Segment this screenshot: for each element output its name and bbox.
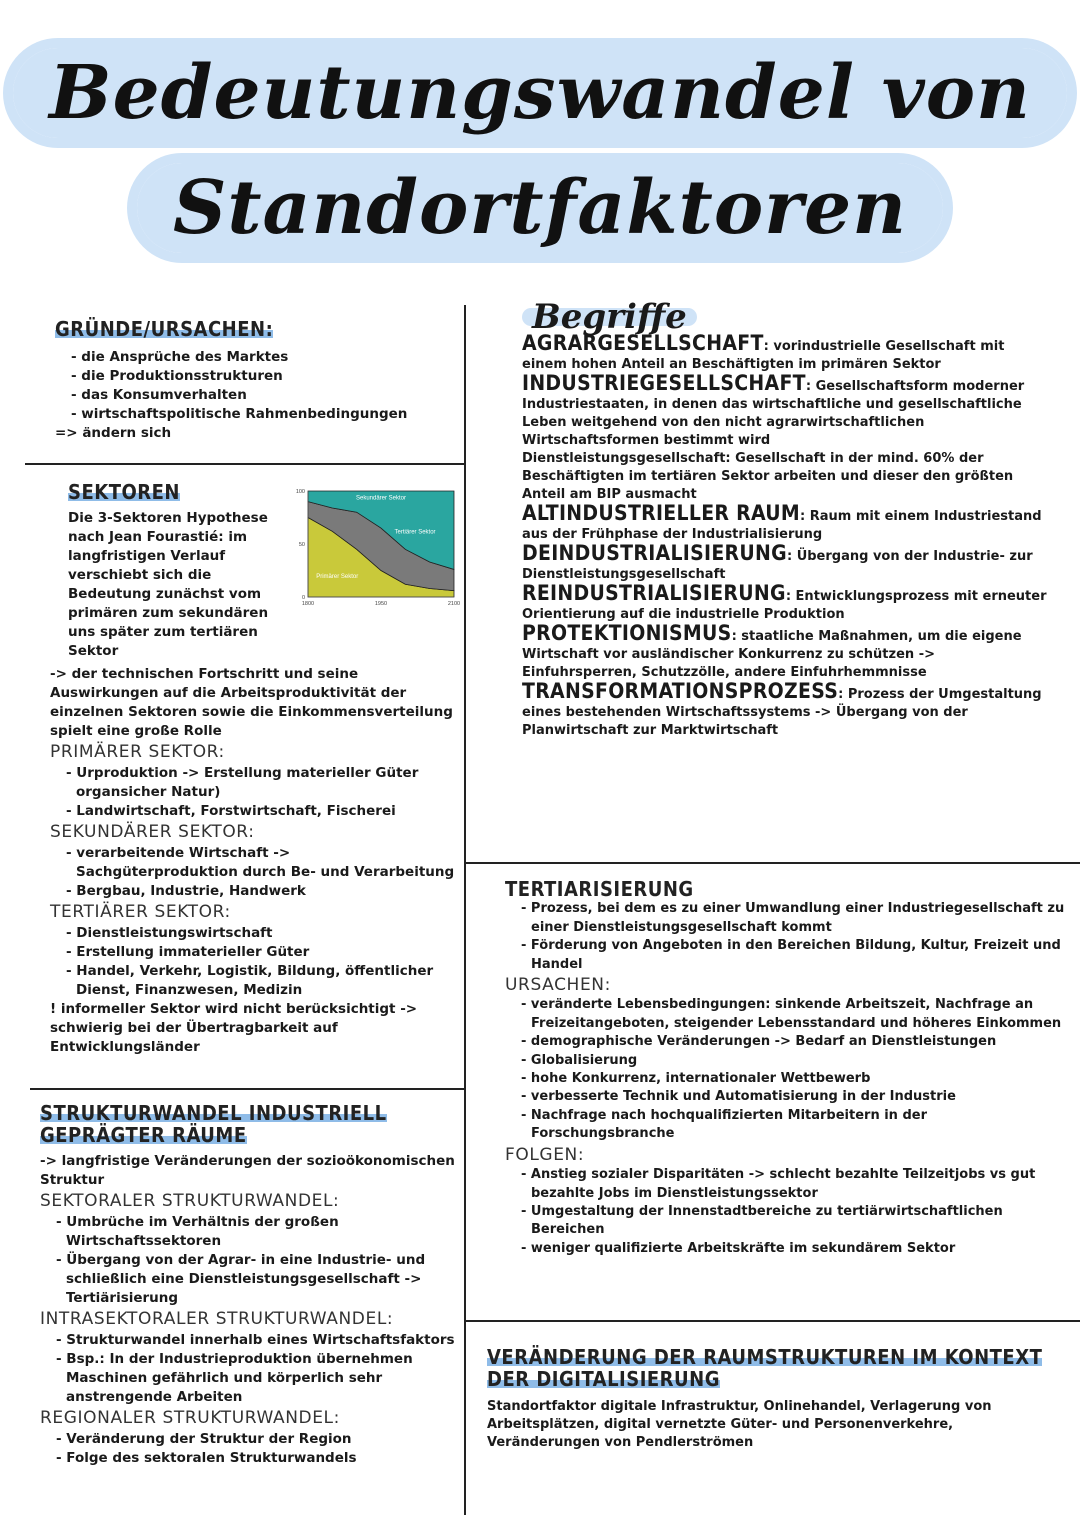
list-item: - verarbeitende Wirtschaft -> Sachgüterproduktion durch Be- und Verarbeitung [66, 845, 455, 880]
begriff-industrie: INDUSTRIEGESELLSCHAFT: Gesellschaftsform moderner Industriestaaten, in denen das wirtschaftliche und gesellschaftliche Leben weitgehend von den nicht agrarwirtschaftlichen Wirtschaftsformen bestimmt wird [522, 371, 1025, 448]
strukturwandel-section [40, 1101, 455, 1468]
tertiarisierung-heading: TERTIARISIERUNG [505, 877, 694, 901]
tertiarisierung-section [505, 877, 1065, 1258]
series-label: Primärer Sektor [316, 573, 359, 580]
list-item: - Förderung von Angeboten in den Bereichen Bildung, Kultur, Freizeit und Handel [521, 938, 1061, 972]
gruende-section [55, 317, 455, 443]
x-tick-label: 2100 [447, 601, 461, 607]
sector-chart [286, 485, 461, 615]
series-label: Tertiärer Sektor [394, 529, 436, 536]
regional-heading: REGIONALER STRUKTURWANDEL: [40, 1408, 340, 1428]
list-item: - Handel, Verkehr, Logistik, Bildung, öffentlicher Dienst, Finanzwesen, Medizin [66, 963, 434, 998]
list-item: - Strukturwandel innerhalb eines Wirtschaftsfaktors [56, 1332, 455, 1348]
list-item: - Bergbau, Industrie, Handwerk [66, 883, 306, 899]
sekundaer-heading: SEKUNDÄRER SEKTOR: [50, 822, 255, 842]
list-item: - das Konsumverhalten [71, 387, 247, 403]
divider-right-2 [466, 1320, 1080, 1322]
list-item: - Prozess, bei dem es zu einer Umwandlung einer Industriegesellschaft zu einer Dienstleistungsgesellschaft kommt [521, 901, 1065, 935]
sektoral-heading: SEKTORALER STRUKTURWANDEL: [40, 1191, 340, 1211]
begriff-deindustrialisierung: DEINDUSTRIALISIERUNG: Übergang von der Industrie- zur Dienstleistungsgesellschaft [522, 541, 1033, 582]
column-divider [464, 305, 466, 1515]
title-area [0, 30, 1080, 270]
strukturwandel-intro: -> langfristige Veränderungen der sozioökonomischen Struktur [40, 1153, 455, 1188]
tertiaer-heading: TERTIÄRER SEKTOR: [50, 902, 231, 922]
list-item: - Bsp.: In der Industrieproduktion übernehmen Maschinen gefährlich und körperlich sehr anstrengende Arbeiten [56, 1351, 413, 1405]
list-item: - hohe Konkurrenz, internationaler Wettbewerb [521, 1071, 871, 1087]
list-item: - die Ansprüche des Marktes [71, 349, 289, 365]
list-item: - Dienstleistungswirtschaft [66, 925, 273, 941]
x-tick-label: 1800 [301, 601, 315, 607]
ursachen-heading: URSACHEN: [505, 975, 611, 996]
list-item: - Umbrüche im Verhältnis der großen Wirtschaftssektoren [56, 1214, 339, 1249]
strukturwandel-heading: STRUKTURWANDEL INDUSTRIELL GEPRÄGTER RÄUME [40, 1101, 387, 1147]
divider-right-1 [466, 862, 1080, 864]
list-item: - veränderte Lebensbedingungen: sinkende Arbeitszeit, Nachfrage an Freizeitangeboten, steigender Lebensstandard und höheres Einkommen [521, 997, 1062, 1031]
x-tick-label: 1950 [374, 601, 388, 607]
divider-left-1 [25, 463, 465, 465]
digitalisierung-section [487, 1345, 1057, 1452]
list-item: - Nachfrage nach hochqualifizierten Mitarbeitern in der Forschungsbranche [521, 1107, 927, 1142]
begriffe-section [522, 297, 1052, 740]
sektoren-heading: SEKTOREN [68, 480, 180, 504]
begriffe-heading: Begriffe [522, 308, 697, 326]
list-item: - Landwirtschaft, Forstwirtschaft, Fischerei [66, 803, 396, 819]
list-item: - Veränderung der Struktur der Region [56, 1431, 352, 1447]
sektoren-detail-block [50, 665, 455, 1057]
list-item: - verbesserte Technik und Automatisierung in der Industrie [521, 1089, 956, 1105]
intra-heading: INTRASEKTORALER STRUKTURWANDEL: [40, 1309, 394, 1329]
list-item: - Umgestaltung der Innenstadtbereiche zu tertiärwirtschaftlichen Bereichen [521, 1203, 1003, 1238]
begriff-transformation: TRANSFORMATIONSPROZESS: Prozess der Umgestaltung eines bestehenden Wirtschaftssystems -> Übergang von der Planwirtschaft zur Marktwirtschaft [522, 679, 1042, 738]
y-tick-label: 100 [295, 489, 305, 495]
begriff-dienstleistung: Dienstleistungsgesellschaft: Gesellschaft in der mind. 60% der Beschäftigten im tertiären Sektor arbeiten und dieser den größten Anteil am BIP ausmacht [522, 451, 1014, 502]
gruende-conclusion: => ändern sich [55, 425, 172, 441]
sektoren-intro-block [68, 480, 283, 661]
sektoren-note: ! informeller Sektor wird nicht berücksichtigt -> schwierig bei der Übertragbarkeit auf Entwicklungsländer [50, 1001, 418, 1055]
page-title-line-1: Bedeutungswandel von [0, 50, 1080, 136]
y-tick-label: 50 [298, 542, 305, 548]
list-item: - Anstieg sozialer Disparitäten -> schlecht bezahlte Teilzeitjobs vs gut bezahlte Jobs im Dienstleistungssektor [521, 1167, 1036, 1201]
begriff-protektionismus: PROTEKTIONISMUS: staatliche Maßnahmen, um die eigene Wirtschaft vor ausländischer Konkurrenz zu schützen -> Einfuhrsperren, Schutzzölle, andere Einfuhrhemmnisse [522, 621, 1022, 680]
y-tick-label: 0 [301, 595, 305, 601]
page-title-line-2: Standortfaktoren [0, 165, 1080, 251]
list-item: - weniger qualifizierte Arbeitskräfte im sekundärem Sektor [521, 1240, 956, 1256]
begriff-reindustrialisierung: REINDUSTRIALISIERUNG: Entwicklungsprozess mit erneuter Orientierung auf die industrielle Produktion [522, 581, 1047, 622]
list-item: - Übergang von der Agrar- in eine Industrie- und schließlich eine Dienstleistungsgesellschaft -> Tertiärisierung [56, 1252, 426, 1306]
divider-left-2 [30, 1088, 465, 1090]
list-item: - wirtschaftspolitische Rahmenbedingungen [71, 406, 408, 422]
folgen-heading: FOLGEN: [505, 1144, 585, 1165]
list-item: - die Produktionsstrukturen [71, 368, 283, 384]
gruende-heading: GRÜNDE/URSACHEN: [55, 317, 274, 341]
list-item: - Erstellung immaterieller Güter [66, 944, 310, 960]
digitalisierung-heading: VERÄNDERUNG DER RAUMSTRUKTUREN IM KONTEXT DER DIGITALISIERUNG [487, 1345, 1043, 1391]
sektoren-para: -> der technischen Fortschritt und seine Auswirkungen auf die Arbeitsproduktivität der einzelnen Sektoren sowie die Einkommensverteilung spielt eine große Rolle [50, 666, 453, 739]
digitalisierung-text: Standortfaktor digitale Infrastruktur, Onlinehandel, Verlagerung von Arbeitsplätzen, digital vernetzte Güter- und Personenverkehre, Veränderungen von Pendlerströmen [487, 1399, 992, 1450]
primaer-heading: PRIMÄRER SEKTOR: [50, 742, 225, 762]
list-item: - demographische Veränderungen -> Bedarf an Dienstleistungen [521, 1034, 997, 1050]
list-item: - Globalisierung [521, 1052, 638, 1068]
begriff-altindustriell: ALTINDUSTRIELLER RAUM: Raum mit einem Industriestand aus der Frühphase der Industrialisierung [522, 501, 1042, 542]
series-label: Sekundärer Sektor [355, 495, 407, 502]
sektoren-intro: Die 3-Sektoren Hypothese nach Jean Fourastié: im langfristigen Verlauf verschiebt sich die Bedeutung zunächst vom primären zum sekundären uns später zum tertiären Sektor [68, 510, 269, 659]
list-item: - Folge des sektoralen Strukturwandels [56, 1450, 357, 1466]
list-item: - Urproduktion -> Erstellung materieller Güter organsicher Natur) [66, 765, 419, 800]
begriff-agrar: AGRARGESELLSCHAFT: vorindustrielle Gesellschaft mit einem hohen Anteil an Beschäftigten im primären Sektor [522, 331, 1005, 372]
